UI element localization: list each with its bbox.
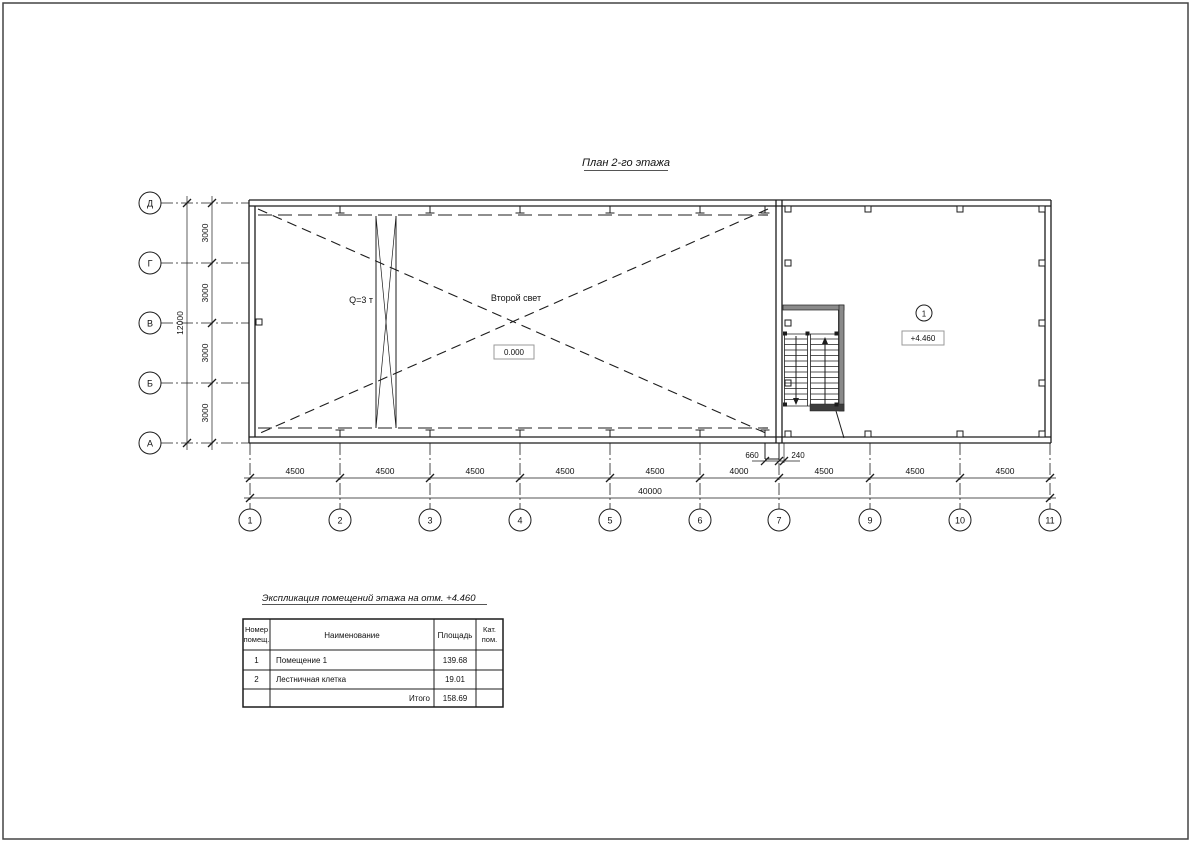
dim-span: 4500 (905, 466, 925, 476)
dim-span: 4500 (555, 466, 575, 476)
axis-number: 7 (776, 515, 782, 526)
plan-title-text: План 2-го этажа (582, 157, 670, 169)
header-area: Площадь (437, 631, 473, 640)
axis-letter: В (146, 318, 154, 329)
axis-number: 5 (607, 515, 613, 526)
level-zero-mark (494, 345, 534, 359)
room-level-mark (902, 331, 944, 345)
axis-number: 2 (337, 515, 343, 526)
axis-number: 1 (247, 515, 253, 526)
cell-area: 19.01 (444, 675, 466, 684)
dim-3000: 3000 (200, 223, 210, 243)
header-room-number: помещ. (243, 635, 270, 644)
cell-area: 139.68 (442, 656, 468, 665)
dim-3000: 3000 (200, 403, 210, 423)
axis-number: 6 (697, 515, 703, 526)
dims-bottom (244, 466, 1056, 502)
cell-name: Лестничная клетка (276, 675, 347, 684)
dim-span: 4000 (729, 466, 749, 476)
dim-660: 660 (745, 451, 759, 460)
axis-number: 3 (427, 515, 433, 526)
cell-num: 1 (254, 656, 259, 665)
dim-240: 240 (791, 451, 805, 460)
table-row (254, 656, 468, 665)
total-value: 158.69 (442, 694, 468, 703)
sheet-border (3, 3, 1188, 839)
axis-letter: А (146, 438, 154, 449)
header-room-number: Номер (244, 625, 269, 634)
explication (243, 593, 503, 707)
header-category: Кат. (482, 625, 497, 634)
dims-small (745, 443, 805, 465)
table-total-row (409, 694, 468, 703)
axis-number: 4 (517, 515, 523, 526)
axis-number: 9 (867, 515, 873, 526)
total-label: Итого (409, 694, 430, 703)
building-walls (249, 200, 1051, 443)
axis-number: 10 (954, 515, 966, 526)
dim-12000: 12000 (175, 311, 185, 335)
axis-letter: Д (146, 198, 154, 209)
hall-void-cross (258, 209, 768, 434)
dim-span: 4500 (285, 466, 305, 476)
explication-title: Экспликация помещений этажа на отм. +4.460 (262, 593, 476, 604)
stair-wall-top (783, 305, 844, 310)
dim-3000: 3000 (200, 343, 210, 363)
dim-span: 4500 (375, 466, 395, 476)
stair-wall-right (839, 305, 844, 411)
room-level-text: +4.460 (910, 334, 936, 343)
dim-3000: 3000 (200, 283, 210, 303)
room-tag (916, 305, 932, 321)
dim-span: 4500 (995, 466, 1015, 476)
dim-span: 4500 (645, 466, 665, 476)
level-zero-text: 0.000 (503, 348, 525, 357)
header-category: пом. (481, 635, 498, 644)
door-leaf (836, 411, 844, 438)
room-number: 1 (921, 309, 927, 319)
staircase (783, 305, 844, 438)
axis-letter: Г (147, 258, 153, 269)
stair-arrow-down (793, 336, 799, 405)
dim-span: 4500 (465, 466, 485, 476)
crane-capacity-label: Q=3 т (349, 295, 373, 305)
cell-name: Помещение 1 (276, 656, 328, 665)
dim-span: 4500 (814, 466, 834, 476)
dim-total: 40000 (638, 486, 662, 496)
axes-left (139, 192, 249, 454)
header-name: Наименование (324, 631, 380, 640)
explication-table (243, 619, 503, 707)
axis-number: 11 (1045, 515, 1055, 526)
crane-bridge (376, 216, 396, 428)
plan-title (582, 157, 670, 171)
stair-section-cut (810, 404, 844, 411)
void-label: Второй свет (490, 293, 542, 303)
cell-num: 2 (254, 675, 259, 684)
axis-letter: Б (147, 378, 153, 389)
room-columns (785, 206, 1045, 437)
